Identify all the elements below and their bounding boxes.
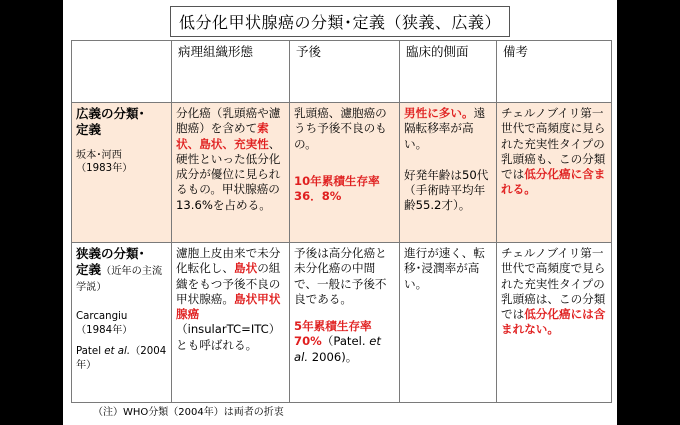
header-prognosis: 予後: [290, 41, 400, 103]
broad-definition-row: [72, 103, 612, 243]
header-empty: [72, 41, 172, 103]
narrow-notes-highlight: 低分化癌には含まれない。: [501, 307, 606, 337]
narrow-survival-rate: 5年累積生存率70%: [294, 319, 372, 349]
narrow-category-cell: [72, 243, 172, 403]
narrow-pathology-cell: 濾胞上皮由来で未分化転化し、島状の組織をもつ予後不良の甲状腺癌。島状甲状腺癌（insularTC=ITC）とも呼ばれる。: [172, 243, 290, 403]
header-notes: 備考: [497, 41, 612, 103]
title-text: 低分化甲状腺癌の分類･定義（狭義、広義）: [170, 6, 510, 37]
broad-notes-cell: チェルノブイリ第一世代で高頻度に見られた充実性タイプの乳頭癌も、この分類では低分化癌に含まれる。: [497, 103, 612, 243]
narrow-prognosis-cell: 予後は高分化癌と未分化癌の中間で、一般に予後不良である。 5年累積生存率70%（Patel. et al. 2006)。: [290, 243, 400, 403]
broad-reference: 坂本･河西 （1983年）: [76, 149, 133, 174]
narrow-definition-row: [72, 243, 612, 403]
narrow-reference-carcangiu: Carcangiu （1984年）: [76, 311, 133, 336]
narrow-category-name: 狭義の分類･ 定義（近年の主流学説）: [76, 246, 163, 293]
classification-table: [71, 40, 612, 403]
narrow-clinical-cell: 進行が速く、転移･浸潤率が高い。: [400, 243, 497, 403]
footnote: （注）WHO分類（2004年）は両者の折衷: [93, 407, 284, 418]
broad-prognosis-cell: 乳頭癌、濾胞癌のうち予後不良のもの。 10年累積生存率36．8%: [290, 103, 400, 243]
header-row: [72, 41, 612, 103]
header-pathology: 病理組織形態: [172, 41, 290, 103]
narrow-pathology-highlight: 島状甲状腺癌: [176, 291, 281, 322]
broad-pathology-cell: 分化癌（乳頭癌や濾胞癌）を含めて索状、島状、充実性、硬性といった低分化成分が優位に見られるもの。甲状腺癌の13.6%を占める。: [172, 103, 290, 243]
broad-survival-rate: 10年累積生存率36．8%: [294, 173, 380, 204]
narrow-notes-cell: チェルノブイリ第一世代で高頻度で見られた充実性タイプの乳頭癌は、この分類では低分化癌には含まれない。: [497, 243, 612, 403]
broad-clinical-highlight: 男性に多い。: [404, 106, 474, 120]
header-clinical: 臨床的側面: [400, 41, 497, 103]
broad-clinical-cell: 男性に多い。遠隔転移率が高い。 好発年齢は50代（手術時平均年齢55.2才）。: [400, 103, 497, 243]
broad-category-cell: [72, 103, 172, 243]
narrow-reference-patel: Patel et al.（2004年）: [76, 346, 167, 371]
slide-title: [63, 6, 617, 37]
broad-category-name: 広義の分類･ 定義: [76, 106, 145, 138]
broad-pathology-highlight: 索状、島状、充実性: [176, 121, 269, 151]
broad-notes-highlight: 低分化癌に含まれる。: [501, 167, 606, 197]
slide: [63, 0, 617, 425]
